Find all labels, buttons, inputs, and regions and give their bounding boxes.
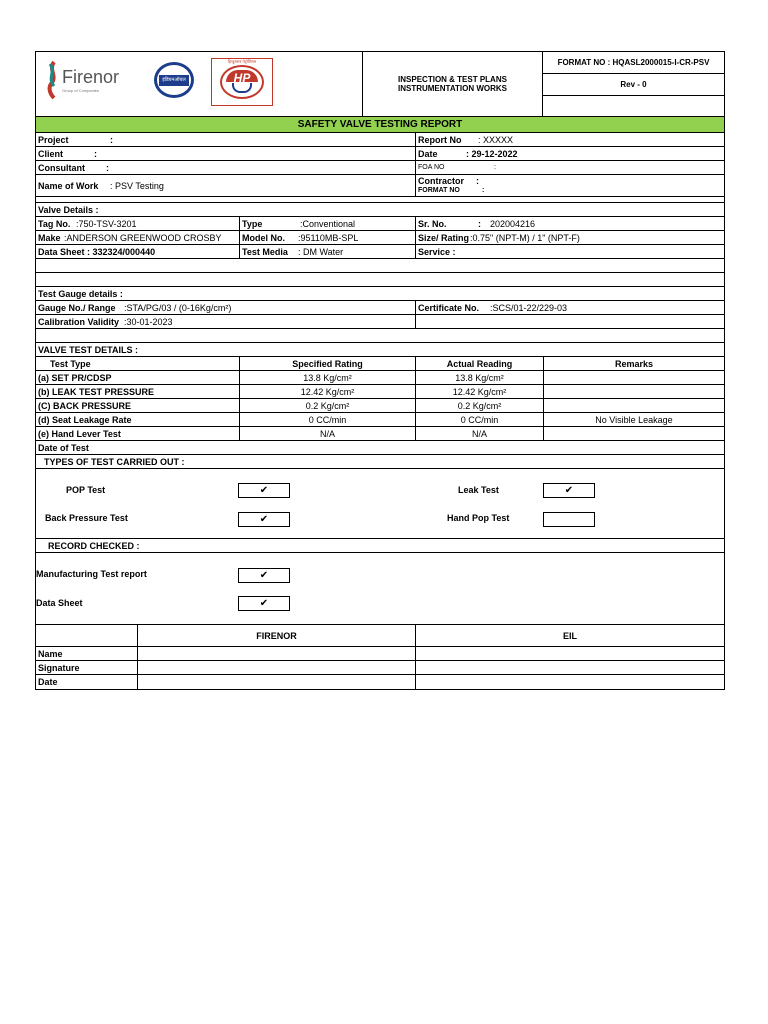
signoff-col-eil: EIL [562,630,577,641]
blank-row-4 [36,329,724,343]
format-no-label: FORMAT NO [418,186,460,194]
project-field [36,133,416,146]
make-value: :ANDERSON GREENWOOD CROSBY [64,232,222,243]
date-field [416,147,724,160]
signoff-name-label: Name [36,647,138,660]
type-field [240,217,416,230]
tag-label: Tag No. [38,218,71,229]
foa-field [416,161,724,174]
remarks: No Visible Leakage [595,414,673,425]
hand-pop-test-label: Hand Pop Test [447,513,510,523]
pop-test-checkbox[interactable]: ✔ [238,483,290,498]
work-label: Name of Work [38,180,99,191]
consultant-field [36,161,416,174]
signoff-col-firenor: FIRENOR [138,625,416,646]
leak-test-label: Leak Test [458,485,499,495]
back-pressure-test-checkbox[interactable]: ✔ [238,512,290,527]
specified-rating: 0.2 Kg/cm² [240,399,416,412]
consultant-label: Consultant [38,162,85,173]
ioc-logo [154,62,194,98]
calib-value: :30-01-2023 [124,316,173,327]
hp-logo-top-text: हिन्दुस्तान पेट्रोलियम [227,59,257,64]
blank-row-3 [36,273,724,287]
gauge-row [36,301,724,315]
contractor-label: Contractor [418,175,465,186]
table-row [36,399,724,413]
client-row [36,147,724,161]
service-field: Service : [418,246,456,257]
sr-value: 202004216 [490,218,536,229]
mfg-test-report-label: Manufacturing Test report [36,569,147,579]
firenor-signature-field[interactable] [138,661,416,674]
model-value: :95110MB-SPL [298,232,359,243]
sr-colon: : [478,218,481,229]
report-no-label: Report No [418,134,462,145]
report-no-field [416,133,724,146]
foa-label: FOA NO [418,164,445,171]
contractor-colon: : [476,175,479,186]
table-row [36,413,724,427]
make-label: Make [38,232,61,243]
data-sheet-label: Data Sheet [36,598,83,608]
work-field [36,175,416,196]
signoff-name-row [36,647,724,661]
work-value: : PSV Testing [110,180,164,191]
specified-rating: 13.8 Kg/cm² [240,371,416,384]
firenor-logo [46,60,119,100]
size-label: Size/ Rating [418,232,470,243]
make-field [36,231,240,244]
size-field [416,231,724,244]
logos-cell [36,52,363,116]
type-label: Type [242,218,263,229]
eil-name-field[interactable] [416,647,724,660]
ioc-logo-text: इंडियनऑयल [159,75,189,86]
date-of-test-label: Date of Test [38,442,89,453]
work-row [36,175,724,197]
specified-rating: N/A [240,427,416,440]
blank-row-2 [36,259,724,273]
report-sheet [35,51,725,690]
col-specified-rating: Specified Rating [240,357,416,370]
types-section-row [36,455,724,469]
actual-reading: N/A [416,427,544,440]
types-block [36,469,724,539]
title-row [36,117,724,133]
data-sheet-checkbox[interactable]: ✔ [238,596,290,611]
date-label: Date [418,148,438,159]
col-test-type: Test Type [36,357,240,370]
project-colon: : [110,134,113,145]
tests-section-row [36,343,724,357]
valve-section-label: Valve Details : [38,204,99,215]
cert-value: :SCS/01-22/229-03 [490,302,568,313]
hp-logo-text: HP [233,71,251,85]
tests-section-label: VALVE TEST DETAILS : [38,344,139,355]
leak-test-checkbox[interactable]: ✔ [543,483,595,498]
contractor-field [416,175,724,196]
remarks [544,399,724,412]
tag-value: :750-TSV-3201 [76,218,137,229]
valve-row-1 [36,217,724,231]
remarks [544,385,724,398]
eil-date-field[interactable] [416,675,724,689]
date-value: : 29-12-2022 [466,148,518,159]
sr-label: Sr. No. [418,218,447,229]
gauge-section-row [36,287,724,301]
date-of-test-row [36,441,724,455]
gauge-section-label: Test Gauge details : [38,288,123,299]
report-type-line1: INSPECTION & TEST PLANS [398,75,507,84]
test-type: (e) Hand Lever Test [36,427,240,440]
datasheet-field: Data Sheet : 332324/000440 [36,245,240,258]
actual-reading: 13.8 Kg/cm² [416,371,544,384]
actual-reading: 0.2 Kg/cm² [416,399,544,412]
test-type: (b) LEAK TEST PRESSURE [36,385,240,398]
back-pressure-test-label: Back Pressure Test [45,513,128,523]
format-no-colon: : [482,186,485,194]
client-field [36,147,416,160]
remarks [544,371,724,384]
pop-test-label: POP Test [66,485,106,495]
gauge-field [36,301,416,314]
signoff-signature-label: Signature [36,661,138,674]
consultant-colon: : [106,162,109,173]
tests-header-row [36,357,724,371]
foa-colon: : [494,164,496,171]
report-no-value: : XXXXX [478,134,514,145]
records-section-label: RECORD CHECKED : [48,540,140,551]
report-type-cell [363,52,543,116]
client-label: Client [38,148,64,159]
gauge-label: Gauge No./ Range [38,302,116,313]
signoff-date-row [36,675,724,689]
media-value: : DM Water [298,246,344,257]
col-actual-reading: Actual Reading [416,357,544,370]
records-section-row [36,539,724,553]
media-field [240,245,416,258]
media-label: Test Media [242,246,288,257]
consultant-row [36,161,724,175]
client-colon: : [94,148,97,159]
hp-logo [211,58,273,106]
tag-field [36,217,240,230]
table-row [36,385,724,399]
table-row [36,427,724,441]
types-section-label: TYPES OF TEST CARRIED OUT : [44,456,185,467]
format-no: FORMAT NO : HQASL2000015-I-CR-PSV [543,52,724,74]
calib-field [36,315,416,328]
firenor-name-field[interactable] [138,647,416,660]
cert-field [416,301,724,314]
mfg-test-report-checkbox[interactable]: ✔ [238,568,290,583]
size-value: :0.75" (NPT-M) / 1" (NPT-F) [470,232,580,243]
report-type-line2: INSTRUMENTATION WORKS [397,84,508,93]
project-label: Project [38,134,69,145]
model-label: Model No. [242,232,285,243]
actual-reading: 0 CC/min [416,413,544,426]
report-title: SAFETY VALVE TESTING REPORT [297,119,463,130]
signoff-date-label: Date [36,675,138,689]
revision: Rev - 0 [543,74,724,96]
valve-section-row [36,203,724,217]
records-block [36,553,724,625]
firenor-date-field[interactable] [138,675,416,689]
project-row [36,133,724,147]
sr-field [416,217,724,230]
firenor-tagline: Group of Companies [62,88,99,93]
gauge-value: :STA/PG/03 / (0-16Kg/cm²) [124,302,232,313]
calib-row [36,315,724,329]
model-field [240,231,416,244]
valve-row-3 [36,245,724,259]
test-type: (C) BACK PRESSURE [36,399,240,412]
test-type: (a) SET PR/CDSP [36,371,240,384]
header-row [36,52,724,117]
firenor-logo-icon [46,60,60,100]
eil-signature-field[interactable] [416,661,724,674]
specified-rating: 0 CC/min [240,413,416,426]
signoff-header-row [36,625,724,647]
signoff-signature-row [36,661,724,675]
cert-label: Certificate No. [418,302,480,313]
calib-label: Calibration Validity [38,316,120,327]
test-type: (d) Seat Leakage Rate [36,413,240,426]
specified-rating: 12.42 Kg/cm² [240,385,416,398]
hand-pop-test-checkbox[interactable] [543,512,595,527]
format-cell [543,52,724,116]
table-row [36,371,724,385]
type-value: :Conventional [300,218,356,229]
valve-row-2 [36,231,724,245]
firenor-wordmark: Firenor [62,67,120,87]
actual-reading: 12.42 Kg/cm² [416,385,544,398]
col-remarks: Remarks [614,358,654,369]
remarks [544,427,724,440]
